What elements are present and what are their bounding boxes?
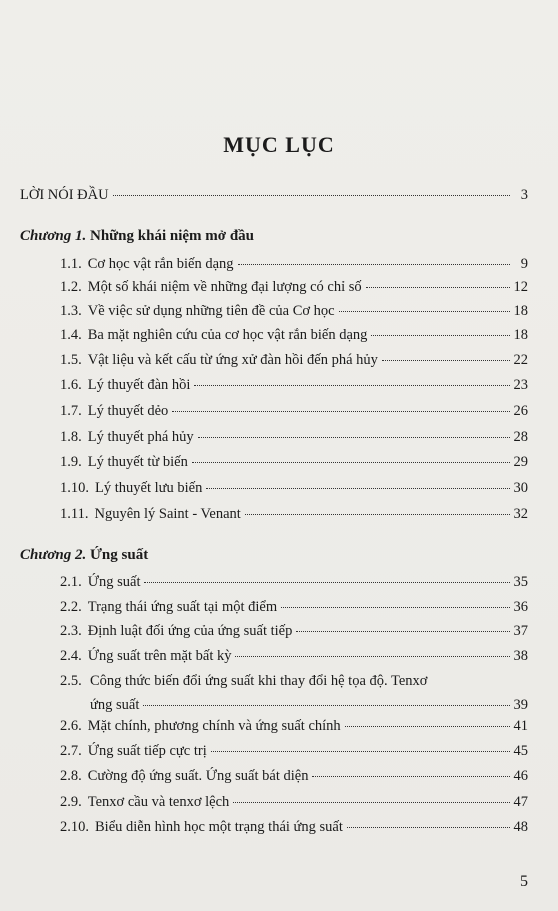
toc-entry-2-3[interactable] <box>60 622 528 640</box>
toc-entry-2-2[interactable] <box>60 598 528 616</box>
section-number: 2.4. <box>60 648 82 664</box>
section-number: 1.11. <box>60 506 89 522</box>
toc-entry-2-1[interactable] <box>60 573 528 591</box>
toc-entry-1-5[interactable] <box>60 351 528 369</box>
chapter-title: Ứng suất <box>89 547 149 563</box>
section-number: 1.2. <box>60 279 82 295</box>
toc-entry-text: Ứng suất trên mặt bất kỳ <box>87 648 232 664</box>
dot-leader <box>347 827 510 828</box>
dot-leader <box>312 776 509 777</box>
toc-entry-2-5[interactable] <box>60 672 528 714</box>
toc-entry-text: Một số khái niệm về những đại lượng có chỉ số <box>87 279 362 295</box>
section-number: 2.6. <box>60 718 82 734</box>
toc-page-number: 28 <box>513 429 528 445</box>
toc-entry-text: Lý thuyết đàn hồi <box>87 377 191 393</box>
toc-entry-text: Cường độ ứng suất. Ứng suất bát diện <box>87 768 309 784</box>
toc-entry-text: Lý thuyết phá hủy <box>87 429 194 445</box>
section-number: 2.1. <box>60 574 82 590</box>
toc-entry-1-10[interactable] <box>60 479 528 497</box>
toc-entry-1-9[interactable] <box>60 453 528 471</box>
toc-page-number: 18 <box>513 303 528 319</box>
section-number: 1.10. <box>60 480 89 496</box>
toc-entry-text: Tenxơ cầu và tenxơ lệch <box>87 794 230 810</box>
toc-entry-text: Lý thuyết dẻo <box>87 403 169 419</box>
toc-page-number: 45 <box>513 743 528 759</box>
toc-entry-1-11[interactable] <box>60 505 528 523</box>
dot-leader <box>238 264 510 265</box>
dot-leader <box>206 488 509 489</box>
section-number: 1.1. <box>60 256 82 272</box>
chapter-label: Chương 1. <box>20 228 87 244</box>
toc-entry-text: Biểu diễn hình học một trạng thái ứng suất <box>95 819 343 835</box>
toc-entry-text: Nguyên lý Saint - Venant <box>94 506 241 522</box>
dot-leader <box>281 607 509 608</box>
section-number: 1.6. <box>60 377 82 393</box>
dot-leader <box>143 705 509 706</box>
toc-page-number: 29 <box>513 454 528 470</box>
toc-entry-text: Trạng thái ứng suất tại một điểm <box>87 599 278 615</box>
toc-page-number: 41 <box>513 718 528 734</box>
dot-leader <box>296 631 509 632</box>
chapter-label: Chương 2. <box>20 547 87 563</box>
dot-leader <box>233 802 509 803</box>
toc-entry-text: Vật liệu và kết cấu từ ứng xử đàn hồi đến phá hủy <box>87 352 378 368</box>
dot-leader <box>235 656 509 657</box>
toc-page-number: 37 <box>513 623 528 639</box>
toc-entry-1-6[interactable] <box>60 376 528 394</box>
toc-entry-text: Ứng suất tiếp cực trị <box>87 743 207 759</box>
toc-entry-text: LỜI NÓI ĐẦU <box>20 187 109 203</box>
section-number: 1.7. <box>60 403 82 419</box>
toc-entry-2-9[interactable] <box>60 793 528 811</box>
toc-entry-text: Công thức biến đổi ứng suất khi thay đổi hệ tọa độ. Tenxơ <box>90 673 428 689</box>
toc-entry-1-4[interactable] <box>60 326 528 344</box>
toc-page-number: 48 <box>513 819 528 835</box>
chapter-heading-1[interactable] <box>20 228 254 245</box>
dot-leader <box>194 385 509 386</box>
dot-leader <box>144 582 509 583</box>
toc-entry-1-8[interactable] <box>60 428 528 446</box>
section-number: 2.9. <box>60 794 82 810</box>
toc-entry-text: Ba mặt nghiên cứu của cơ học vật rắn biến dạng <box>87 327 368 343</box>
section-number: 1.5. <box>60 352 82 368</box>
dot-leader <box>192 462 510 463</box>
toc-entry-2-10[interactable] <box>60 818 528 836</box>
section-number: 2.7. <box>60 743 82 759</box>
section-number: 2.3. <box>60 623 82 639</box>
toc-page-number: 30 <box>513 480 528 496</box>
toc-entry-2-8[interactable] <box>60 767 528 785</box>
toc-entry-2-6[interactable] <box>60 717 528 735</box>
toc-entry-text: Lý thuyết lưu biến <box>95 480 203 496</box>
toc-entry-1-3[interactable] <box>60 302 528 320</box>
toc-page-number: 23 <box>513 377 528 393</box>
dot-leader <box>339 311 510 312</box>
toc-page-number: 38 <box>513 648 528 664</box>
toc-entry-text: Định luật đối ứng của ứng suất tiếp <box>87 623 293 639</box>
section-number: 1.4. <box>60 327 82 343</box>
dot-leader <box>211 751 510 752</box>
section-number: 2.8. <box>60 768 82 784</box>
dot-leader <box>113 195 510 196</box>
dot-leader <box>245 514 510 515</box>
toc-entry-1-2[interactable] <box>60 278 528 296</box>
toc-entry-2-7[interactable] <box>60 742 528 760</box>
page-title: MỤC LỤC <box>223 132 335 157</box>
toc-page-number: 47 <box>513 794 528 810</box>
section-number: 2.5. <box>60 673 82 689</box>
toc-page-number: 3 <box>520 187 528 203</box>
page-number: 5 <box>520 873 528 890</box>
toc-page-number: 22 <box>513 352 528 368</box>
section-number: 1.8. <box>60 429 82 445</box>
section-number: 1.9. <box>60 454 82 470</box>
section-number: 2.10. <box>60 819 89 835</box>
dot-leader <box>345 726 510 727</box>
toc-entry-1-1[interactable] <box>60 255 528 273</box>
toc-page-number: 32 <box>513 506 528 522</box>
dot-leader <box>382 360 510 361</box>
section-number: 1.3. <box>60 303 82 319</box>
toc-entry-text: Ứng suất <box>87 574 141 590</box>
dot-leader <box>172 411 509 412</box>
toc-page-number: 36 <box>513 599 528 615</box>
toc-page-number: 39 <box>513 697 528 713</box>
dot-leader <box>198 437 510 438</box>
toc-entry-text: Lý thuyết từ biến <box>87 454 188 470</box>
toc-page-number: 18 <box>513 327 528 343</box>
chapter-heading-2[interactable] <box>20 547 148 564</box>
dot-leader <box>371 335 509 336</box>
chapter-title: Những khái niệm mở đầu <box>89 228 255 244</box>
section-number: 2.2. <box>60 599 82 615</box>
toc-entry-text-continued: ứng suất <box>90 697 140 713</box>
toc-page-number: 35 <box>513 574 528 590</box>
dot-leader <box>366 287 510 288</box>
toc-entry-2-4[interactable] <box>60 647 528 665</box>
toc-page-number: 26 <box>513 403 528 419</box>
toc-entry-text: Về việc sử dụng những tiên đề của Cơ học <box>87 303 335 319</box>
toc-entry-text: Mặt chính, phương chính và ứng suất chính <box>87 718 341 734</box>
toc-page-number: 12 <box>513 279 528 295</box>
toc-page-number: 46 <box>513 768 528 784</box>
toc-entry-1-7[interactable] <box>60 402 528 420</box>
toc-entry-text: Cơ học vật rắn biến dạng <box>87 256 234 272</box>
toc-entry-preface[interactable] <box>20 186 528 204</box>
toc-page-number: 9 <box>520 256 528 272</box>
